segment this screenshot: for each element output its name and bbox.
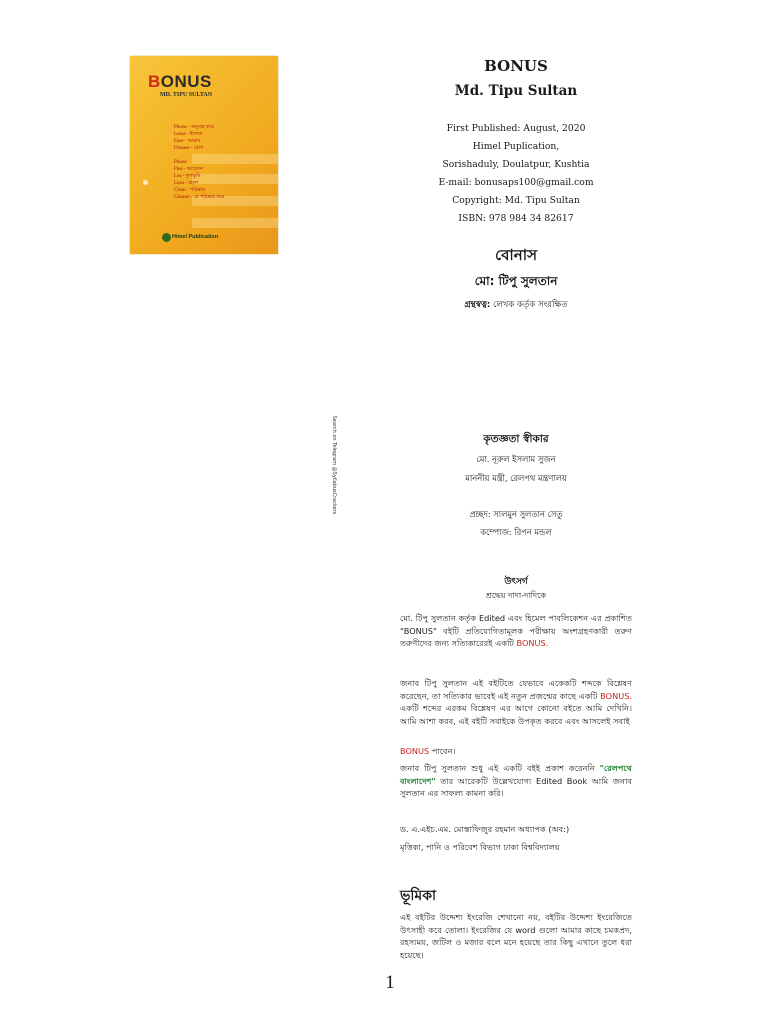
review-paragraph-1: মো. টিপু সুলতান কর্তৃক Edited এবং হিমেল পাবলিকেশন এর প্রকাশিত "BONUS" বইটি প্রতিযোগিতামূলক পরীক্ষায় অংশগ্রহণকারী তরুণ তরুণীদের জন্য সত্যিকারেরই একটি BONUS. xyxy=(400,613,632,648)
introduction-heading: ভূমিকা xyxy=(400,888,437,904)
cover-author: MD. TIPU SULTAN xyxy=(160,92,213,98)
cover-word: Plea - আবেদন xyxy=(174,167,204,172)
first-published-line: First Published: August, 2020 xyxy=(446,123,586,134)
cover-publisher: Himel Publication xyxy=(172,234,219,240)
page-number: 1 xyxy=(385,972,395,993)
reviewer-department: মৃত্তিকা, পানি ও পরিবেশ বিভাগ ঢাকা বিশ্ববিদ্যালয় xyxy=(400,842,560,852)
cover-word: Disease - রোগ xyxy=(174,146,204,151)
acknowledgement-heading: কৃতজ্ঞতা স্বীকার xyxy=(483,433,549,445)
cover-word: Please xyxy=(174,160,187,165)
publisher-logo-icon xyxy=(162,233,171,242)
cover-word: Lean - হেলা xyxy=(174,181,198,186)
book-cover-image xyxy=(130,56,278,254)
compose-credit: কম্পোজ: রিপন মন্ডল xyxy=(480,527,552,537)
address-line: Sorishaduly, Doulatpur, Kushtia xyxy=(442,159,590,170)
dedication-heading: উৎসর্গ xyxy=(504,577,528,587)
cover-title: BONUS xyxy=(148,72,212,91)
cover-stripe xyxy=(192,218,278,228)
review-paragraph-4: জনাব টিপু সুলতান শুধু এই একটি বইই প্রকাশ করেননি "রেলপথে বাংলাদেশ" তার আরেকটি উল্লেখযোগ্য Edited Book আমি জনাব সুলতান এর সাফল্য কামনা করি। xyxy=(400,763,632,798)
book-title-bn: বোনাস xyxy=(495,246,537,264)
cover-word: Please - অনুগ্রহ করে xyxy=(174,125,215,130)
book-title-en: BONUS xyxy=(484,57,548,75)
telegram-watermark: Search on Telegram @SyllabusCrackers xyxy=(331,415,337,515)
copyright-line: Copyright: Md. Tipu Sultan xyxy=(452,195,580,206)
isbn-line: ISBN: 978 984 34 82617 xyxy=(458,213,574,224)
introduction-text: এই বইটির উদ্দেশ্য ইংরেজি শেখানো নয়, বইটির উদ্দেশ্য ইংরেজিতে উৎসাহী করে তোলা। ইংরেজির যে word গুলো আমার কাছে চমকপ্রদ, রহস্যময়, জটিল ও মজার বলে মনে হয়েছে তার কিছু এখানে তুলে ধরা হয়েছে। xyxy=(400,912,632,960)
cover-word: Cleaner - যে পরিষ্কার করে xyxy=(174,195,225,200)
publisher-line: Himel Puplication, xyxy=(472,141,560,152)
acknowledgement-role: মাননীয় মন্ত্রী, রেলপথ মন্ত্রণালয় xyxy=(465,473,567,483)
book-author-bn: মো: টিপু সুলতান xyxy=(474,274,558,288)
acknowledgement-name: মো. নূরুল ইসলাম সুজন xyxy=(476,454,556,464)
review-paragraph-3: BONUS পাবেন। xyxy=(400,746,456,756)
cover-word: Clean - পরিষ্কার xyxy=(174,188,205,193)
cover-decoration xyxy=(143,180,148,185)
cover-word: Ease - আরাম xyxy=(174,139,201,144)
publication-info xyxy=(400,120,632,228)
rights-statement: গ্রন্থস্বত্ব: লেখক কর্তৃক সংরক্ষিত xyxy=(464,300,568,310)
dedication-text: শ্রদ্ধেয় দাদা-দাদিকে xyxy=(486,591,546,600)
reviewer-name: ড. এ.এইচ.এম. মোস্তাফিজুর রহমান অধ্যাপক (অব:) xyxy=(400,824,570,834)
book-author-en: Md. Tipu Sultan xyxy=(454,83,578,99)
cover-word: Lea - তৃণভূমি xyxy=(174,174,201,179)
cover-word-list xyxy=(174,124,264,201)
cover-word: Lease - ইজারা xyxy=(174,132,203,137)
email-line: E-mail: bonusaps100@gmail.com xyxy=(438,177,594,188)
cover-credit: প্রচ্ছদ: সালমুন সুলতান সেতু xyxy=(469,509,563,519)
review-paragraph-2: জনাব টিপু সুলতান এই বইটিতে যেভাবে একেকটি শব্দকে বিশ্লেষণ করেছেন, তা সত্যিকার ভাবেই এই নতুন প্রজন্মের কাছে একটি BONUS. একটি শব্দের এরকম বিশ্লেষণ এর আগে কোনো বইতে আমি দেখিনি। আমি আশা করব, এই বইটি সবাইকে উপকৃত করবে এবং আসলেই সবাই xyxy=(400,678,632,726)
